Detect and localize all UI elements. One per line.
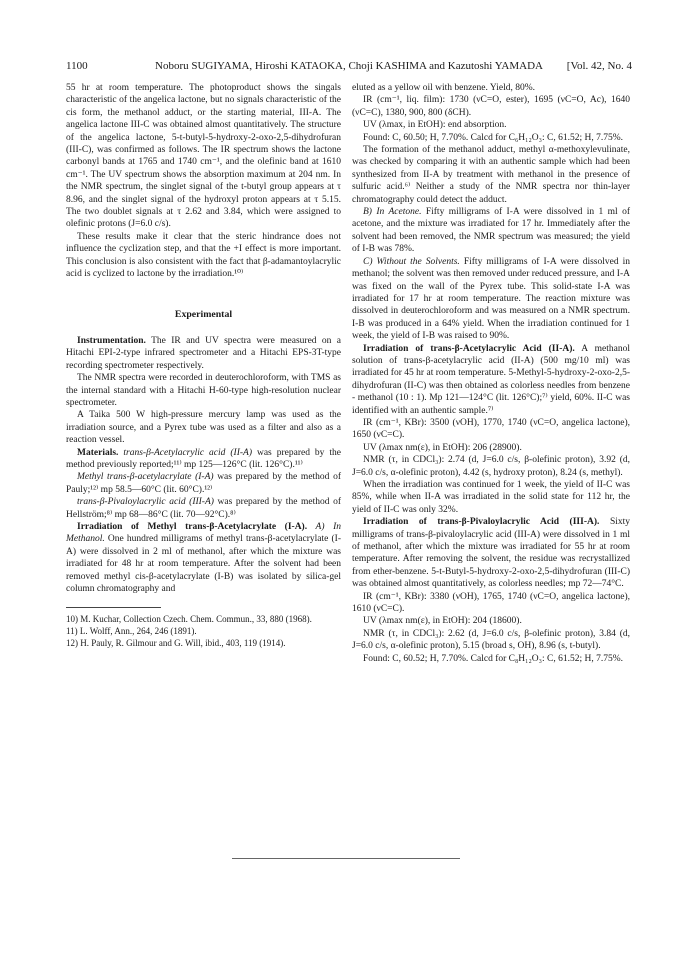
methyl-prep-text: was prepared by the method of Pauly;¹²⁾ mp 58.5—60°C (lit. 60°C).¹²⁾	[66, 472, 341, 495]
section-title-experimental: Experimental	[174, 308, 233, 320]
nmr-data-3: NMR (τ, in CDCl₃): 2.62 (d, J=6.0 c/s, β-olefinic proton), 3.84 (d, J=6.0 c/s, α-olefinic proton), 5.15 (broad s, OH), 8.96 (s, t-butyl).	[352, 628, 630, 652]
instrumentation-label: Instrumentation.	[77, 335, 146, 346]
solvents-label: C) Without the Solvents.	[363, 256, 460, 267]
footnote-10: 10) M. Kuchar, Collection Czech. Chem. Commun., 33, 880 (1968).	[66, 614, 312, 625]
eluted-paragraph: eluted as a yellow oil with benzene. Yield, 80%.	[352, 83, 536, 93]
materials-label: Materials.	[77, 447, 119, 458]
ir-data-3: IR (cm⁻¹, KBr): 3380 (νOH), 1765, 1740 (νC=O, angelica lactone), 1610 (νC=C).	[352, 591, 630, 615]
bottom-rule	[232, 858, 460, 859]
intro-paragraph-2: These results make it clear that the steric hindrance does not influence the cyclization step, and that the +I effect is more important. This conclusion is also consistent with the fact that β-adamantoylacrylic acid is cyclized to lactone by the irradiation.¹⁰⁾	[66, 231, 341, 280]
materials-paragraph	[66, 447, 341, 472]
materials-text: was prepared by the method previously reported;¹¹⁾ mp 125—126°C (lit. 126°C).¹¹⁾	[66, 447, 341, 470]
solvents-paragraph	[352, 256, 630, 343]
footnote-11: 11) L. Wolff, Ann., 264, 246 (1891).	[66, 626, 197, 637]
footnote-rule	[66, 607, 161, 608]
irradiation-ia-text: One hundred milligrams of methyl trans-β-acetylacrylate (I-A) were dissolved in 2 ml of methanol, after which the mixture was irradiated for 48 hr at room temperature. After the solvent had been removed methyl cis-β-acetylacrylate (I-B) was isolated by silica-gel column chromatography and	[66, 534, 341, 595]
nmr-instrument-paragraph: The NMR spectra were recorded in deuterochloroform, with TMS as the internal standard with a Hitachi H-60-type high-resolution nuclear spectrometer.	[66, 373, 341, 408]
footnote-12: 12) H. Pauly, R. Gilmour and G. Will, ibid., 403, 119 (1914).	[66, 637, 286, 648]
page-number: 1100	[66, 60, 88, 72]
irradiation-iia-text: A methanol solution of trans-β-acetylacrylic acid (II-A) (500 mg/10 ml) was irradiated for 45 hr at room temperature. 5-Methyl-5-hydroxy-2-oxo-2,5-dihydrofuran (II-C) was then obtained as colorless needles from benzene - methanol (10 : 1). Mp 121—124°C (lit. 126°C);⁷⁾ yield, 60%. II-C was identified with an authentic sample.⁷⁾	[352, 343, 630, 416]
found-data-3: Found: C, 60.52; H, 7.70%. Calcd for C₈H₁₂O₃: C, 61.52; H, 7.75%.	[363, 653, 623, 664]
irradiation-ia-paragraph	[66, 521, 341, 595]
irradiation-iia-paragraph	[352, 343, 630, 417]
irradiation-iiia-paragraph	[352, 516, 630, 590]
right-column	[352, 82, 630, 665]
pival-compound: trans-β-Pivaloylacrylic acid (III-A)	[77, 497, 214, 508]
solvents-text: Fifty milligrams of I-A were dissolved in methanol; the solvent was then removed under reduced pressure, and I-A was fixed on the wall of the Pyrex tube. This solid-state I-A was irradiated for 17 hr at room temperature. The reaction mixture was dissolved in deuterochloroform and was measured on a NMR spectrum. I-B was produced in a 64% yield. When the irradiation continued for 1 week, the yield of I-B was raised to 90%.	[352, 256, 631, 342]
left-column	[66, 82, 341, 649]
formation-paragraph: The formation of the methanol adduct, methyl α-methoxylevulinate, was checked by comparing it with an authentic sample which had been synthesized from II-A by treatment with methanol in the presence of sulfuric acid.⁶⁾ Neither a study of the NMR spectra nor thin-layer chromatography could detect the adduct.	[352, 145, 630, 205]
uv-data-3: UV (λmax nm(ε), in EtOH): 204 (18600).	[363, 616, 522, 627]
header-volume: [Vol. 42, No. 4	[566, 60, 632, 72]
week-paragraph: When the irradiation was continued for 1 week, the yield of II-C was 85%, while when II-A was irradiated in the solid state for 112 hr, the yield of II-C was only 32%.	[352, 480, 630, 515]
acetone-label: B) In Acetone.	[363, 207, 422, 218]
irradiation-iiia-text: Sixty milligrams of trans-β-pivaloylacrylic acid (III-A) were dissolved in 1 ml of methanol, after which the mixture was irradiated for 55 hr at room temperature. After removing the solvent, the residue was recrystallized from ether-benzene. 5-t-Butyl-5-hydroxy-2-oxo-2,5-dihydrofuran (III-C) was obtained almost quantitatively, as colorless needles; mp 72—74°C.	[352, 517, 630, 590]
irradiation-iia-title: Irradiation of trans-β-Acetylacrylic Acid (II-A).	[363, 343, 575, 354]
nmr-data-2: NMR (τ, in CDCl₃): 2.74 (d, J=6.0 c/s, β-olefinic proton), 3.92 (d, J=6.0 c/s, α-olefinic proton), 4.42 (s, hydroxy proton), 8.24 (s, methyl).	[352, 455, 630, 478]
intro-paragraph-1: 55 hr at room temperature. The photoproduct shows the singals characteristic of the angelica lactone, but no signals characteristic of the cis form, the methanol adduct, or the starting material, III-A. The angelica lactone III-C was obtained almost quantitatively. The structure of the angelica lactone, 5-t-butyl-5-hydroxy-2-oxo-2,5-dihydrofuran (III-C), was confirmed as follows. The IR spectrum shows the lactone carbonyl bands at 1765 and 1740 cm⁻¹, and the olefinic band at 1610 cm⁻¹. The UV spectrum shows the absorption maximum at 204 nm. In the NMR spectrum, the singlet signal of the t-butyl group appears at τ 8.96, and the singlet signal of the hydroxyl proton appears at τ 5.15. The two doublet signals at τ 2.62 and 3.84, which were assigned to olefinic protons (J=6.0 c/s).	[66, 83, 341, 230]
instrumentation-paragraph	[66, 335, 341, 372]
acetone-text: Fifty milligrams of I-A were dissolved in 1 ml of acetone, and the mixture was irradiated for 17 hr. Immediately after the solvent had been removed, the NMR spectrum was measured; the yield of I-B was 78%.	[352, 207, 630, 255]
methyl-compound: Methyl trans-β-acetylacrylate (I-A)	[77, 472, 214, 483]
ir-data-2: IR (cm⁻¹, KBr): 3500 (νOH), 1770, 1740 (νC=O, angelica lactone), 1650 (νC=C).	[352, 417, 630, 441]
instrumentation-text: The IR and UV spectra were measured on a Hitachi EPI-2-type infrared spectrometer and a Hitachi EPS-3T-type recording spectrometer respectively.	[66, 335, 341, 371]
materials-compound: trans-β-Acetylacrylic acid (II-A)	[118, 447, 253, 458]
irradiation-ia-title: Irradiation of Methyl trans-β-Acetylacrylate (I-A).	[77, 522, 308, 532]
found-data-1: Found: C, 60.50; H, 7.70%. Calcd for C₆H₁₂O₃: C, 61.52; H, 7.75%.	[363, 132, 623, 143]
lamp-paragraph: A Taika 500 W high-pressure mercury lamp was used as the irradiation source, and a Pyrex tube was used as a filter and also as a reaction vessel.	[66, 410, 341, 446]
pival-prep-text: was prepared by the method of Hellström;⁸⁾ mp 68—86°C (lit. 70—92°C).⁸⁾	[66, 497, 341, 520]
uv-data-1: UV (λmax, in EtOH): end absorption.	[363, 120, 507, 131]
methyl-prep-paragraph	[66, 471, 341, 496]
header-authors: Noboru SUGIYAMA, Hiroshi KATAOKA, Choji KASHIMA and Kazutoshi YAMADA	[155, 60, 543, 72]
acetone-paragraph	[352, 206, 630, 256]
pival-prep-paragraph	[66, 496, 341, 521]
uv-data-2: UV (λmax nm(ε), in EtOH): 206 (28900).	[363, 442, 522, 453]
running-header	[66, 58, 632, 74]
irradiation-iiia-title: Irradiation of trans-β-Pivaloylacrylic Acid (III-A).	[363, 517, 600, 528]
irradiation-ia-subhead: A) In Methanol.	[66, 522, 341, 545]
ir-data-1: IR (cm⁻¹, liq. film): 1730 (νC=O, ester), 1695 (νC=O, Ac), 1640 (νC=C), 1380, 900, 800 (δCH).	[352, 95, 630, 118]
